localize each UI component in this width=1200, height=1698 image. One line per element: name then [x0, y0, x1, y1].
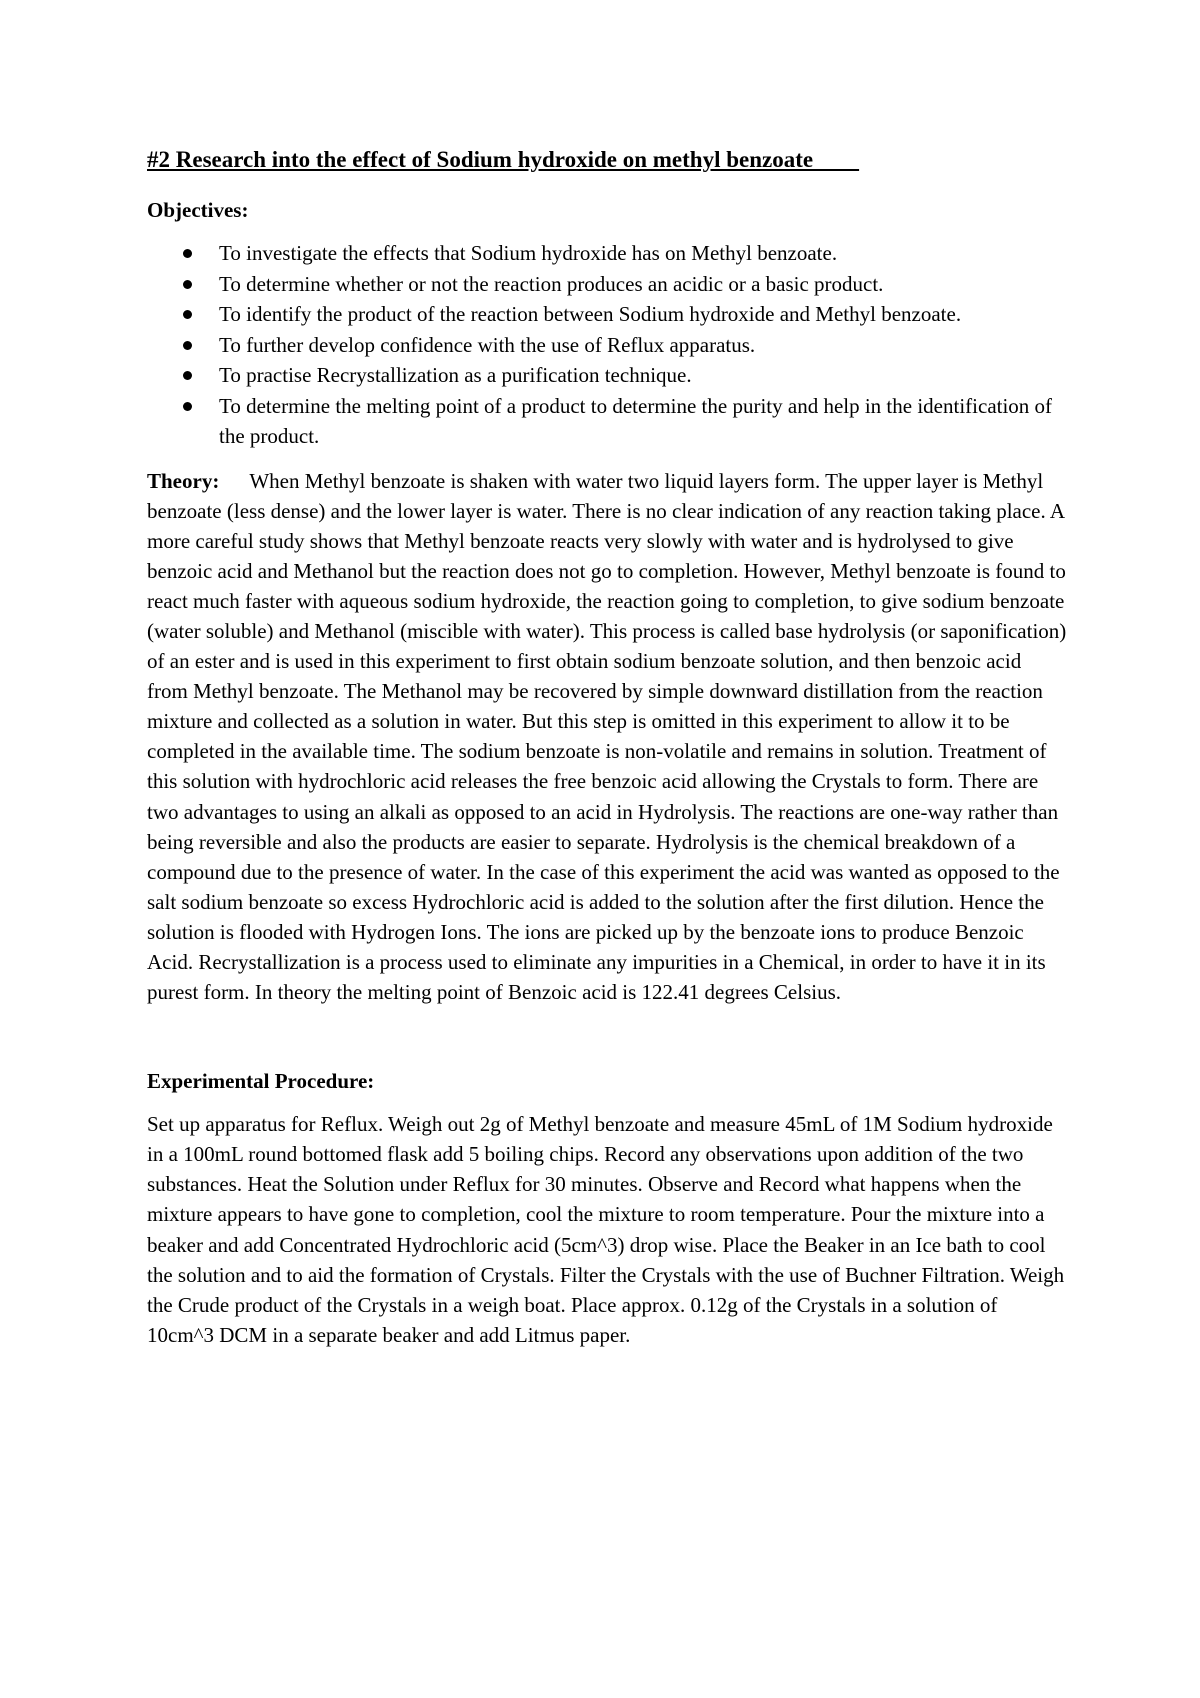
theory-heading: Theory: — [147, 468, 220, 493]
objective-text: To identify the product of the reaction between Sodium hydroxide and Methyl benzoate. — [219, 302, 962, 326]
bullet-icon — [183, 310, 192, 319]
list-item — [147, 238, 1067, 269]
bullet-icon — [183, 249, 192, 258]
objective-text: To practise Recrystallization as a purification technique. — [219, 363, 692, 387]
objective-text: To further develop confidence with the use of Reflux apparatus. — [219, 332, 756, 357]
procedure-heading: Experimental Procedure: — [147, 1069, 375, 1094]
theory-paragraph — [147, 466, 1067, 1008]
section-spacer — [147, 1007, 1067, 1067]
document-title: #2 Research into the effect of Sodium hydroxide on methyl benzoate — [147, 147, 860, 172]
list-item — [147, 360, 1067, 391]
bullet-icon — [183, 402, 192, 411]
objectives-list — [147, 238, 1067, 452]
list-item — [147, 269, 1067, 300]
list-item — [147, 330, 1067, 361]
list-item — [147, 391, 1067, 452]
document-page — [147, 146, 1067, 1350]
objective-text: To investigate the effects that Sodium hydroxide has on Methyl benzoate. — [219, 241, 838, 265]
objective-text: To determine the melting point of a product to determine the purity and help in the identification of the product. — [219, 393, 1053, 448]
procedure-text: Set up apparatus for Reflux. Weigh out 2g of Methyl benzoate and measure 45mL of 1M Sodium hydroxide in a 100mL round bottomed flask add 5 boiling chips. Record any observations upon addition of the two substances. Heat the Solution under Reflux for 30 minutes. Observe and Record what happens when the mixture appears to have gone to completion, cool the mixture to room temperature. Pour the mixture into a beaker and add Concentrated Hydrochloric acid (5cm^3) drop wise. Place the Beaker in an Ice bath to cool the solution and to aid the formation of Crystals. Filter the Crystals with the use of Buchner Filtration. Weigh the Crude product of the Crystals in a weigh boat. Place approx. 0.12g of the Crystals in a solution of 10cm^3 DCM in a separate beaker and add Litmus paper. — [147, 1112, 1065, 1347]
bullet-icon — [183, 371, 192, 380]
theory-text: When Methyl benzoate is shaken with water two liquid layers form. The upper layer is Methyl benzoate (less dense) and the lower layer is water. There is no clear indication of any reaction taking place. A more careful study shows that Methyl benzoate reacts very slowly with water and is hydrolysed to give benzoic acid and Methanol but the reaction does not go to completion. However, Methyl benzoate is found to react much faster with aqueous sodium hydroxide, the reaction going to completion, to give sodium benzoate (water soluble) and Methanol (miscible with water). This process is called base hydrolysis (or saponification) of an ester and is used in this experiment to first obtain sodium benzoate solution, and then benzoic acid from Methyl benzoate. The Methanol may be recovered by simple downward distillation from the reaction mixture and collected as a solution in water. But this step is omitted in this experiment to allow it to be completed in the available time. The sodium benzoate is non-volatile and remains in solution. Treatment of this solution with hydrochloric acid releases the free benzoic acid allowing the Crystals to form. There are two advantages to using an alkali as opposed to an acid in Hydrolysis. The reactions are one-way rather than being reversible and also the products are easier to separate. Hydrolysis is the chemical breakdown of a compound due to the presence of water. In the case of this experiment the acid was wanted as opposed to the salt sodium benzoate so excess Hydrochloric acid is added to the solution after the first dilution. Hence the solution is flooded with Hydrogen Ions. The ions are picked up by the benzoate ions to produce Benzoic Acid. Recrystallization is a process used to eliminate any impurities in a Chemical, in order to have it in its purest form. In theory the melting point of Benzoic acid is 122.41 degrees Celsius. — [147, 468, 1067, 1005]
list-item — [147, 299, 1067, 330]
objective-text: To determine whether or not the reaction produces an acidic or a basic product. — [219, 271, 884, 296]
objectives-heading: Objectives: — [147, 198, 249, 222]
bullet-icon — [183, 280, 192, 289]
bullet-icon — [183, 341, 192, 350]
